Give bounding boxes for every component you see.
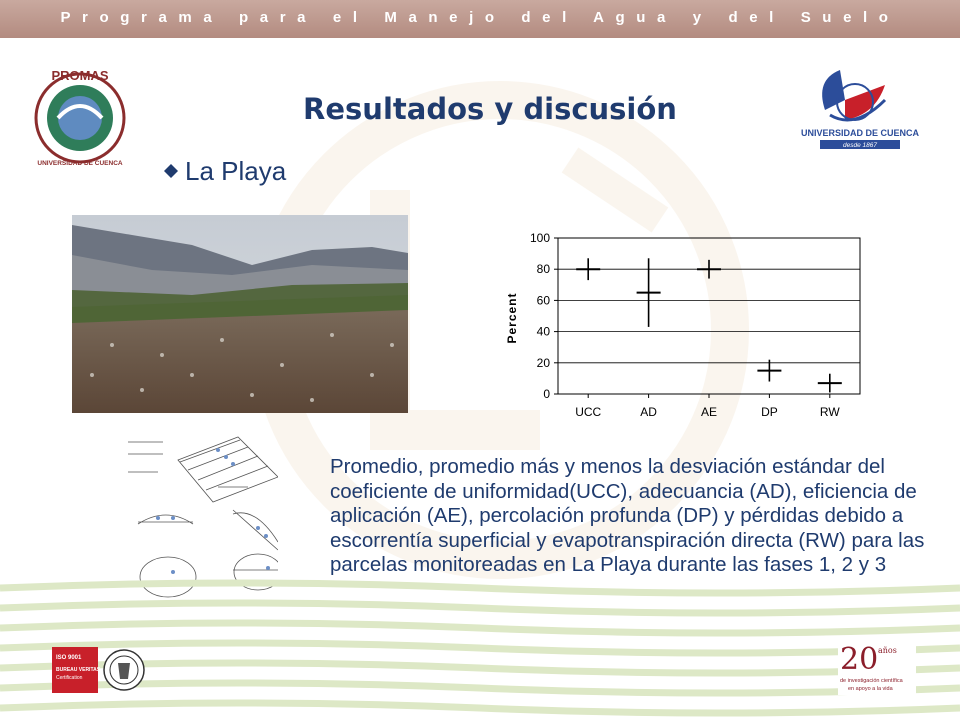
chart-ylabel: Percent (505, 292, 519, 344)
anniv-line2: en apoyo a la vida (848, 686, 893, 692)
field-photo (72, 215, 408, 413)
promas-logo-ring-text: UNIVERSIDAD DE CUENCA (37, 160, 123, 166)
chart-ytick-label: 60 (536, 293, 550, 308)
slide-subtitle: La Playa (185, 155, 287, 186)
chart-xtick-label: UCC (575, 405, 602, 419)
chart-ytick-label: 0 (543, 387, 550, 401)
anniv-anos: años (878, 646, 897, 655)
chart-ytick-label: 40 (536, 324, 550, 339)
subtitle-row (163, 154, 286, 188)
anniv-number: 20 (840, 642, 879, 677)
chart-xtick-label: AE (700, 405, 718, 419)
anniv-line1: de investigación científica (840, 678, 903, 684)
chart-xtick-label: DP (761, 405, 778, 419)
chart-ytick-label: 20 (536, 355, 550, 370)
chart-xtick-label: RW (819, 405, 840, 419)
bv-cert: Certification (56, 675, 83, 681)
chart-ytick-label: 100 (529, 231, 550, 245)
bv-name: BUREAU VERITAS (56, 667, 101, 673)
figure-caption: Promedio, promedio más y menos la desviación estándar del coeficiente de uniformidad(UCC), adecuancia (AD), eficiencia de aplicación (AE), percolación profunda (DP) y pérdidas debido a escorrentía superficial y evapotranspiración directa (RW) para las parcelas monitoreadas en La Playa durante las fases 1, 2 y 3 (330, 455, 925, 576)
header-banner (0, 0, 960, 38)
bv-iso: ISO 9001 (56, 655, 82, 661)
ucuenca-since: desde 1867 (843, 142, 877, 149)
slide-title: Resultados y discusión (303, 92, 677, 126)
chart-ytick-label: 80 (536, 262, 550, 277)
chart-xtick-label: AD (640, 405, 657, 419)
header-banner-text: Programa para el Manejo del Agua y del Suelo (60, 9, 900, 26)
ucuenca-name: UNIVERSIDAD DE CUENCA (800, 128, 920, 138)
irrigation-diagram (118, 432, 278, 602)
20-anos-logo (838, 637, 916, 695)
promas-logo-text: PROMAS (51, 68, 109, 83)
diamond-bullet-icon (163, 163, 179, 179)
universidad-de-cuenca-logo (795, 60, 925, 155)
bureau-veritas-logo (52, 645, 148, 695)
promas-logo (30, 66, 130, 166)
results-chart (498, 222, 878, 427)
